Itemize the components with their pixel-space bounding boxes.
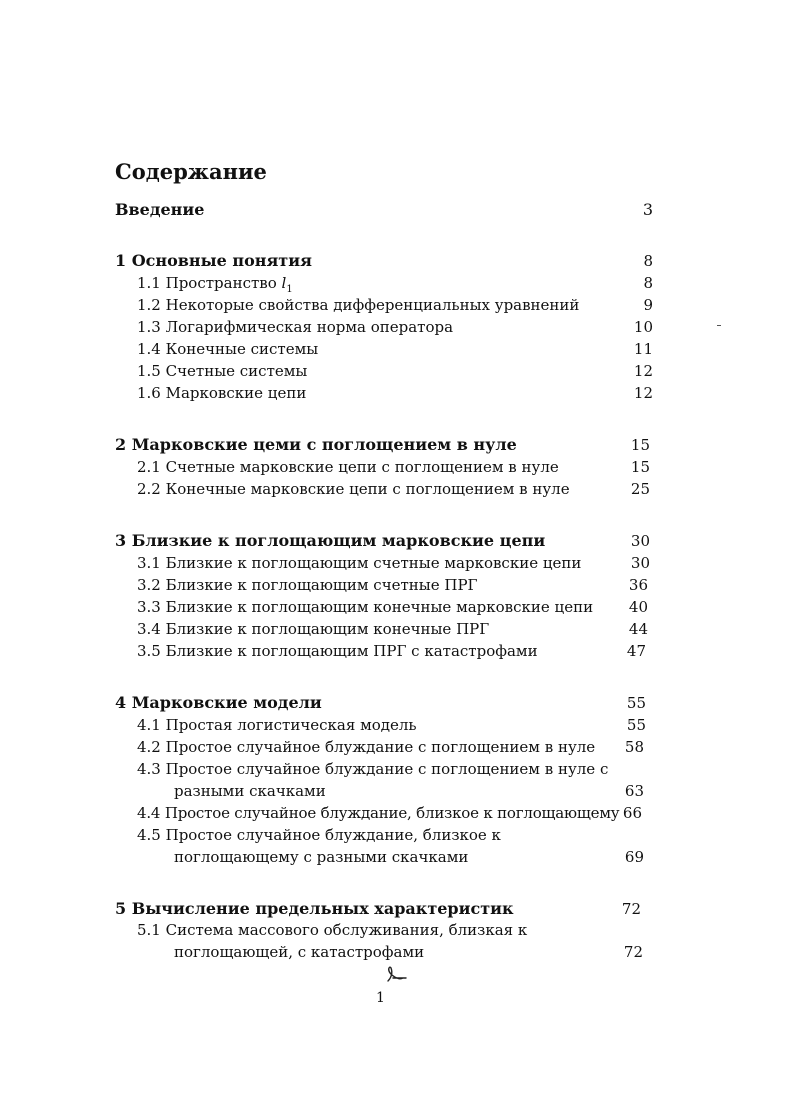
toc-sec-4-3-cont: разными скачками <box>174 782 326 800</box>
toc-sec-5-1[interactable]: 5.1 Система массового обслуживания, близкая к <box>137 921 528 939</box>
toc-sec-4-4-page: 66 <box>622 804 642 822</box>
toc-sec-1-4[interactable]: 1.4 Конечные системы <box>137 340 319 358</box>
toc-ch2-page: 15 <box>630 436 650 454</box>
toc-ch5-page: 72 <box>621 900 641 918</box>
toc-sec-1-5-page: 12 <box>633 362 653 380</box>
toc-sec-1-1-page: 8 <box>643 274 653 292</box>
page-number: 1 <box>376 990 385 1006</box>
toc-sec-3-1[interactable]: 3.1 Близкие к поглощающим счетные марковские цепи <box>137 554 582 572</box>
toc-sec-4-2[interactable]: 4.2 Простое случайное блуждание с поглощением в нуле <box>137 738 596 756</box>
toc-sec-2-1-page: 15 <box>630 458 650 476</box>
toc-intro-page: 3 <box>642 200 653 219</box>
toc-sec-2-2[interactable]: 2.2 Конечные марковские цепи с поглощением в нуле <box>137 480 570 498</box>
handwritten-initial-icon <box>385 964 409 984</box>
toc-sec-3-4-page: 44 <box>628 620 648 638</box>
toc-sec-2-2-page: 25 <box>630 480 650 498</box>
toc-ch4-label[interactable]: 4 Марковские модели <box>115 693 322 712</box>
toc-sec-1-5[interactable]: 1.5 Счетные системы <box>137 362 308 380</box>
toc-sec-4-2-page: 58 <box>624 738 644 756</box>
toc-sec-1-1-sub: 1 <box>286 284 293 295</box>
toc-ch1-label[interactable]: 1 Основные понятия <box>115 251 312 270</box>
scan-speck <box>717 325 721 326</box>
toc-intro-label[interactable]: Введение <box>115 200 205 219</box>
toc-sec-1-1-var: l <box>281 274 287 292</box>
toc-sec-1-6[interactable]: 1.6 Марковские цепи <box>137 384 307 402</box>
toc-sec-4-5-cont: поглощающему с разными скачками <box>174 848 469 866</box>
toc-sec-1-2[interactable]: 1.2 Некоторые свойства дифференциальных уравнений <box>137 296 580 314</box>
toc-sec-3-3-page: 40 <box>628 598 648 616</box>
toc-sec-1-4-page: 11 <box>633 340 653 358</box>
toc-sec-1-2-page: 9 <box>643 296 653 314</box>
toc-sec-1-3[interactable]: 1.3 Логарифмическая норма оператора <box>137 318 454 336</box>
toc-sec-3-2-page: 36 <box>628 576 648 594</box>
toc-sec-4-4[interactable]: 4.4 Простое случайное блуждание, близкое к поглощающему <box>137 804 620 822</box>
toc-sec-4-5[interactable]: 4.5 Простое случайное блуждание, близкое к <box>137 826 501 844</box>
toc-sec-5-1-cont: поглощающей, с катастрофами <box>174 943 425 961</box>
toc-sec-4-1-page: 55 <box>626 716 646 734</box>
toc-sec-5-1-page: 72 <box>623 943 643 961</box>
toc-sec-4-3[interactable]: 4.3 Простое случайное блуждание с поглощением в нуле с <box>137 760 609 778</box>
toc-sec-3-4[interactable]: 3.4 Близкие к поглощающим конечные ПРГ <box>137 620 490 638</box>
toc-sec-4-1[interactable]: 4.1 Простая логистическая модель <box>137 716 417 734</box>
toc-sec-3-1-page: 30 <box>630 554 650 572</box>
toc-ch4-page: 55 <box>626 694 646 712</box>
toc-sec-3-5-page: 47 <box>626 642 646 660</box>
page-title: Содержание <box>115 159 267 184</box>
toc-sec-3-3[interactable]: 3.3 Близкие к поглощающим конечные марковские цепи <box>137 598 594 616</box>
toc-sec-1-1[interactable] <box>137 274 293 295</box>
toc-ch5-label[interactable]: 5 Вычисление предельных характеристик <box>115 899 514 918</box>
toc-sec-4-3-page: 63 <box>624 782 644 800</box>
toc-sec-1-6-page: 12 <box>633 384 653 402</box>
toc-sec-4-5-page: 69 <box>624 848 644 866</box>
toc-sec-2-1[interactable]: 2.1 Счетные марковские цепи с поглощением в нуле <box>137 458 559 476</box>
toc-sec-1-3-page: 10 <box>633 318 653 336</box>
toc-ch3-label[interactable]: 3 Близкие к поглощающим марковские цепи <box>115 531 546 550</box>
toc-ch3-page: 30 <box>630 532 650 550</box>
toc-sec-1-1-label: 1.1 Пространство <box>137 274 282 292</box>
toc-ch2-label[interactable]: 2 Марковские цеми с поглощением в нуле <box>115 435 517 454</box>
toc-sec-3-5[interactable]: 3.5 Близкие к поглощающим ПРГ с катастрофами <box>137 642 538 660</box>
toc-sec-3-2[interactable]: 3.2 Близкие к поглощающим счетные ПРГ <box>137 576 478 594</box>
toc-ch1-page: 8 <box>643 252 653 270</box>
